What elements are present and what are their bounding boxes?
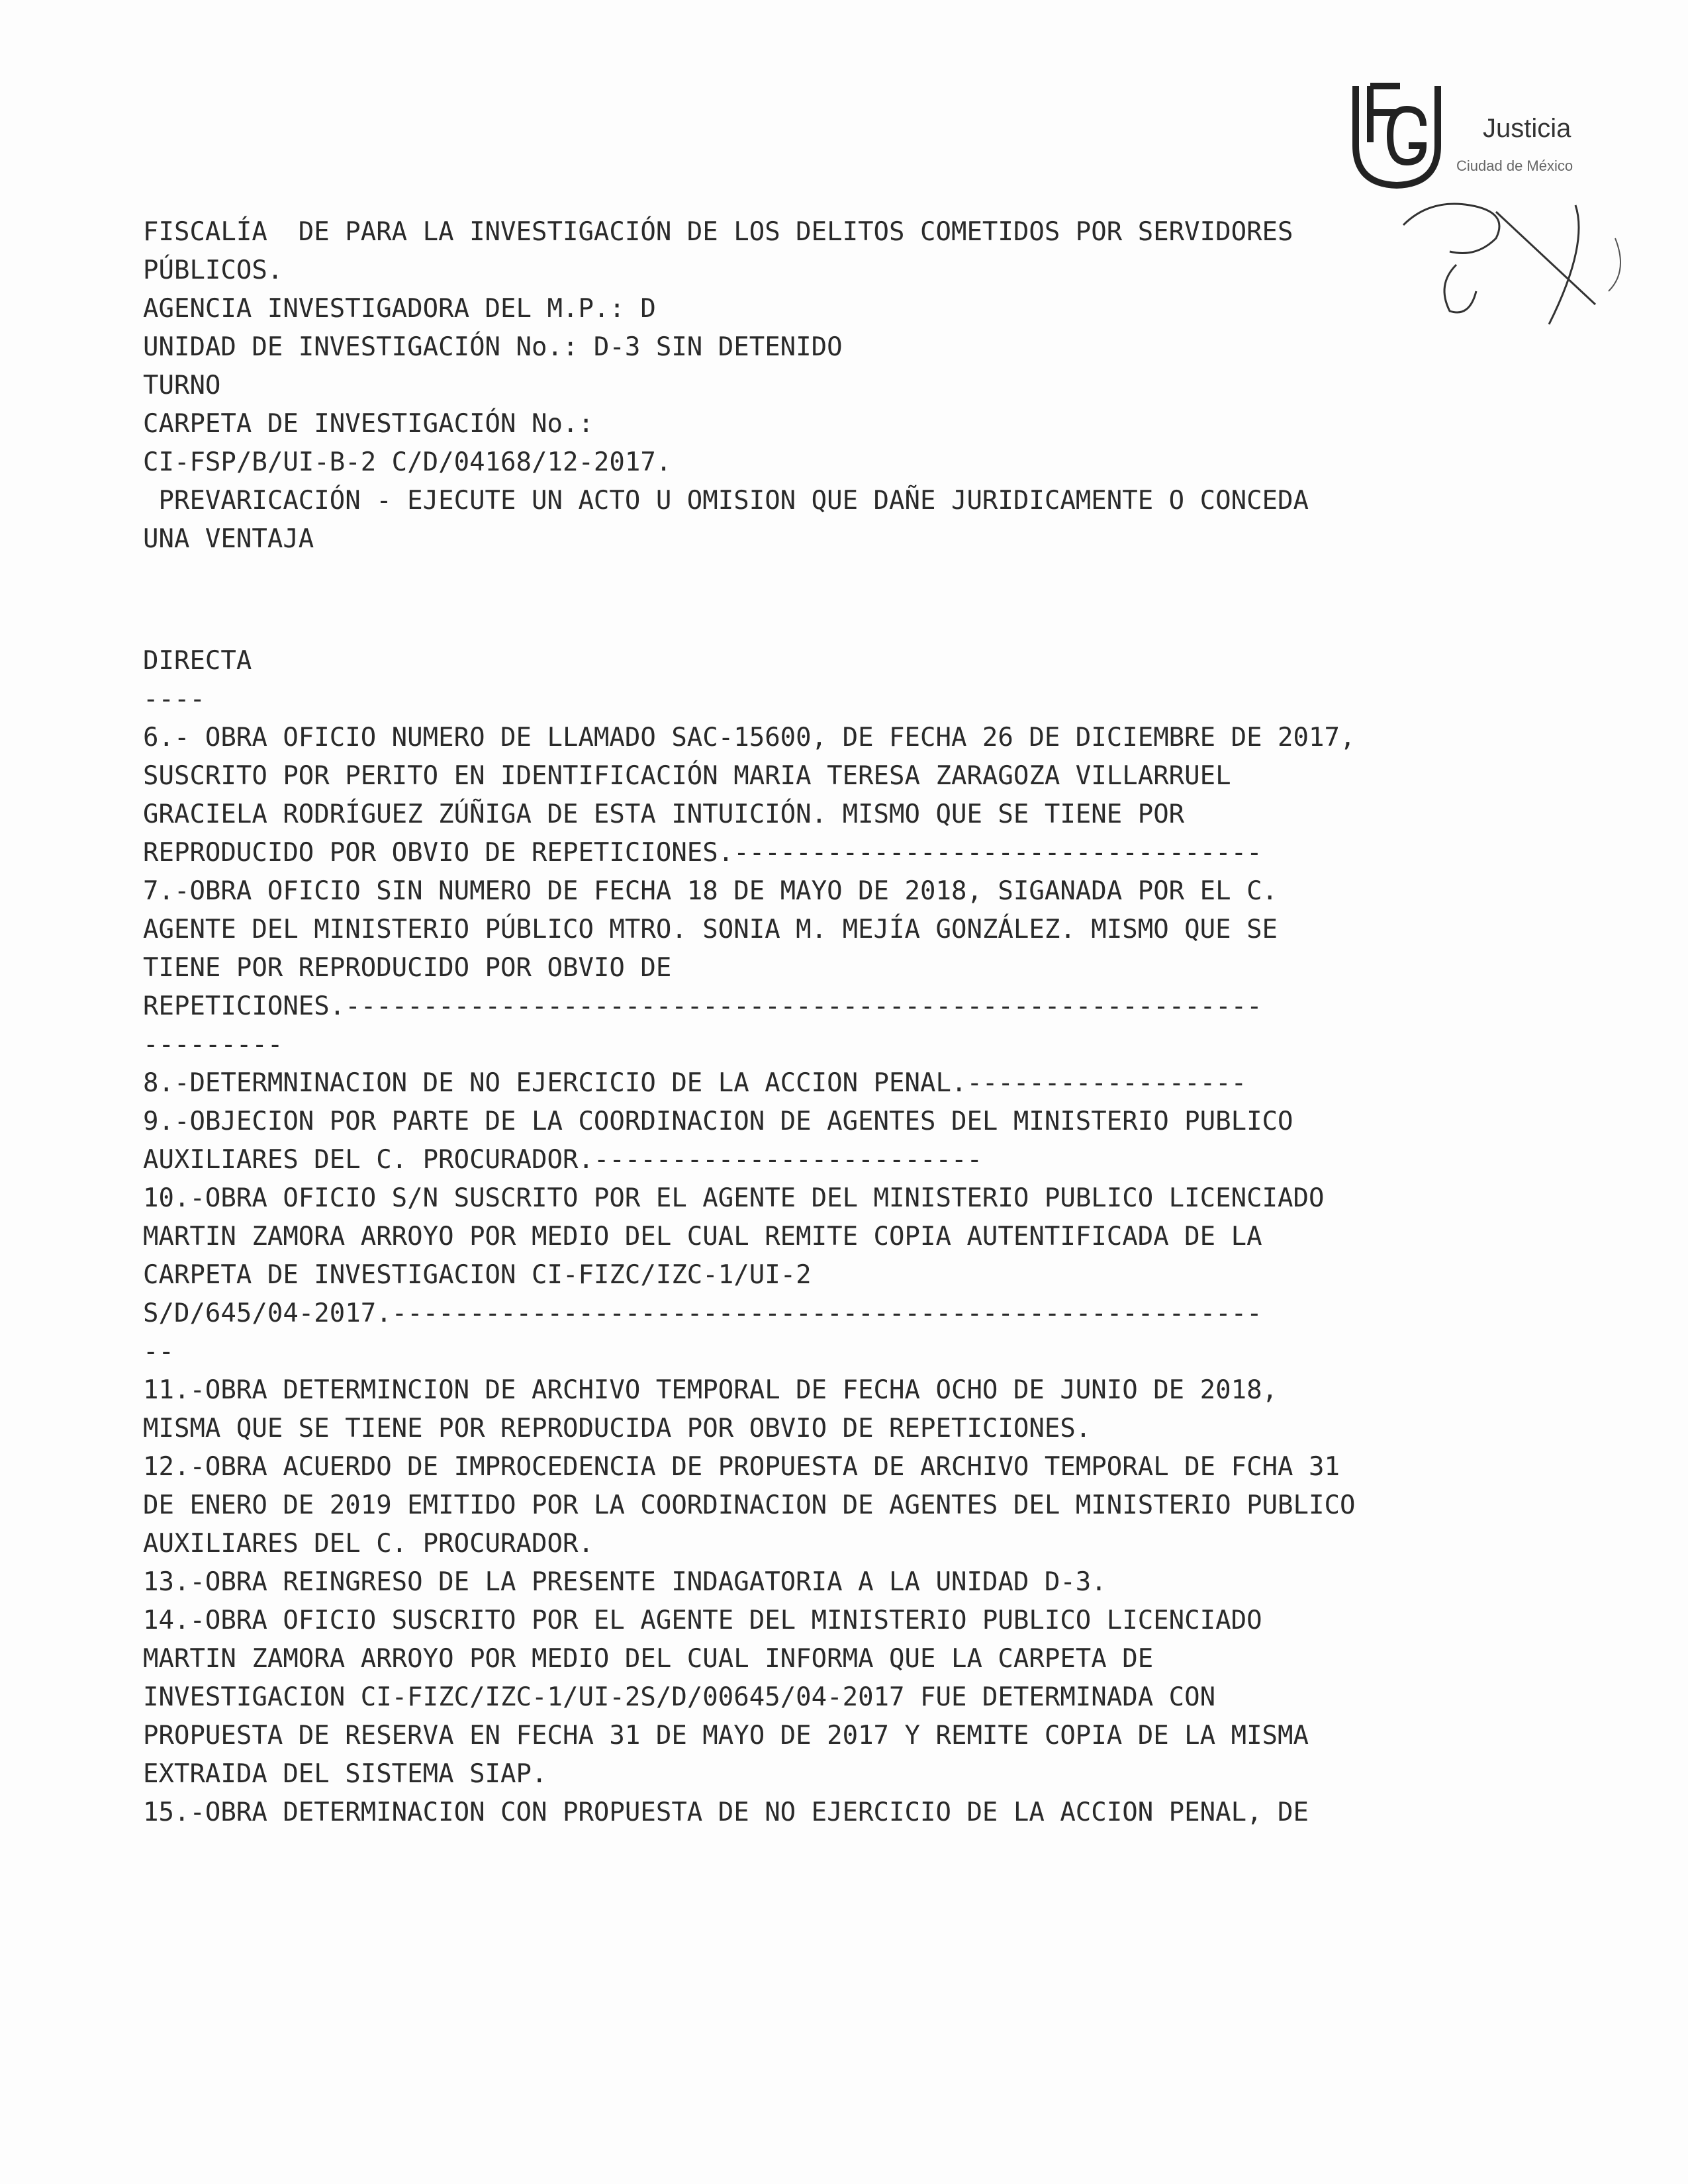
header-line: PREVARICACIÓN - EJECUTE UN ACTO U OMISION QUE DAÑE JURIDICAMENTE O CONCEDA (143, 486, 1309, 516)
paragraph-line: TIENE POR REPRODUCIDO POR OBVIO DE (143, 953, 672, 983)
document-header (143, 213, 1553, 559)
paragraph-line: S/D/645/04-2017.-------------------------------------------------------- (143, 1298, 1262, 1328)
paragraph-line: 12.-OBRA ACUERDO DE IMPROCEDENCIA DE PROPUESTA DE ARCHIVO TEMPORAL DE FCHA 31 (143, 1452, 1340, 1482)
paragraph-line: 9.-OBJECION POR PARTE DE LA COORDINACION DE AGENTES DEL MINISTERIO PUBLICO (143, 1107, 1293, 1136)
header-line: UNIDAD DE INVESTIGACIÓN No.: D-3 SIN DETENIDO (143, 332, 843, 362)
header-line: UNA VENTAJA (143, 524, 314, 554)
paragraph-line: EXTRAIDA DEL SISTEMA SIAP. (143, 1759, 547, 1789)
header-line: CARPETA DE INVESTIGACIÓN No.: (143, 409, 594, 439)
paragraph-line: AUXILIARES DEL C. PROCURADOR. (143, 1529, 594, 1559)
section-rule: ---- (143, 684, 205, 714)
paragraph-line: 7.-OBRA OFICIO SIN NUMERO DE FECHA 18 DE MAYO DE 2018, SIGANADA POR EL C. (143, 876, 1278, 906)
paragraph-line: 15.-OBRA DETERMINACION CON PROPUESTA DE NO EJERCICIO DE LA ACCION PENAL, DE (143, 1797, 1309, 1827)
header-line: PÚBLICOS. (143, 255, 283, 285)
paragraph-line: 6.- OBRA OFICIO NUMERO DE LLAMADO SAC-15600, DE FECHA 26 DE DICIEMBRE DE 2017, (143, 723, 1356, 752)
logo-brand: Justicia (1483, 114, 1571, 143)
paragraph-line: MISMA QUE SE TIENE POR REPRODUCIDA POR OBVIO DE REPETICIONES. (143, 1414, 1092, 1443)
header-line: FISCALÍA DE PARA LA INVESTIGACIÓN DE LOS DELITOS COMETIDOS POR SERVIDORES (143, 217, 1293, 247)
header-line: AGENCIA INVESTIGADORA DEL M.P.: D (143, 294, 656, 324)
paragraph-line: CARPETA DE INVESTIGACION CI-FIZC/IZC-1/UI-2 (143, 1260, 812, 1290)
paragraph-line: PROPUESTA DE RESERVA EN FECHA 31 DE MAYO DE 2017 Y REMITE COPIA DE LA MISMA (143, 1721, 1309, 1751)
section-heading: DIRECTA (143, 646, 252, 676)
header-line: TURNO (143, 371, 221, 400)
paragraph-line: INVESTIGACION CI-FIZC/IZC-1/UI-2S/D/00645/04-2017 FUE DETERMINADA CON (143, 1682, 1216, 1712)
paragraph-line: 14.-OBRA OFICIO SUSCRITO POR EL AGENTE DEL MINISTERIO PUBLICO LICENCIADO (143, 1606, 1262, 1635)
paragraph-line: GRACIELA RODRÍGUEZ ZÚÑIGA DE ESTA INTUICIÓN. MISMO QUE SE TIENE POR (143, 799, 1185, 829)
paragraph-line: MARTIN ZAMORA ARROYO POR MEDIO DEL CUAL REMITE COPIA AUTENTIFICADA DE LA (143, 1222, 1262, 1251)
document-body (143, 642, 1553, 1832)
paragraph-line: SUSCRITO POR PERITO EN IDENTIFICACIÓN MARIA TERESA ZARAGOZA VILLARRUEL (143, 761, 1231, 791)
paragraph-line: --------- (143, 1030, 283, 1060)
paragraph-line: AUXILIARES DEL C. PROCURADOR.------------------------- (143, 1145, 982, 1175)
paragraph-line: 8.-DETERMNINACION DE NO EJERCICIO DE LA ACCION PENAL.------------------ (143, 1068, 1247, 1098)
paragraph-line: MARTIN ZAMORA ARROYO POR MEDIO DEL CUAL INFORMA QUE LA CARPETA DE (143, 1644, 1154, 1674)
paragraph-line: 11.-OBRA DETERMINCION DE ARCHIVO TEMPORAL DE FECHA OCHO DE JUNIO DE 2018, (143, 1375, 1278, 1405)
paragraph-line: AGENTE DEL MINISTERIO PÚBLICO MTRO. SONIA M. MEJÍA GONZÁLEZ. MISMO QUE SE (143, 915, 1278, 944)
case-number: CI-FSP/B/UI-B-2 C/D/04168/12-2017. (143, 447, 672, 477)
paragraph-line: -- (143, 1337, 174, 1367)
paragraph-line: 13.-OBRA REINGRESO DE LA PRESENTE INDAGATORIA A LA UNIDAD D-3. (143, 1567, 1107, 1597)
paragraph-line: DE ENERO DE 2019 EMITIDO POR LA COORDINACION DE AGENTES DEL MINISTERIO PUBLICO (143, 1490, 1356, 1520)
logo-subtitle: Ciudad de México (1456, 158, 1573, 174)
paragraph-line: REPETICIONES.----------------------------------------------------------- (143, 991, 1262, 1021)
paragraph-line: 10.-OBRA OFICIO S/N SUSCRITO POR EL AGENTE DEL MINISTERIO PUBLICO LICENCIADO (143, 1183, 1325, 1213)
paragraph-line: REPRODUCIDO POR OBVIO DE REPETICIONES.---------------------------------- (143, 838, 1262, 868)
